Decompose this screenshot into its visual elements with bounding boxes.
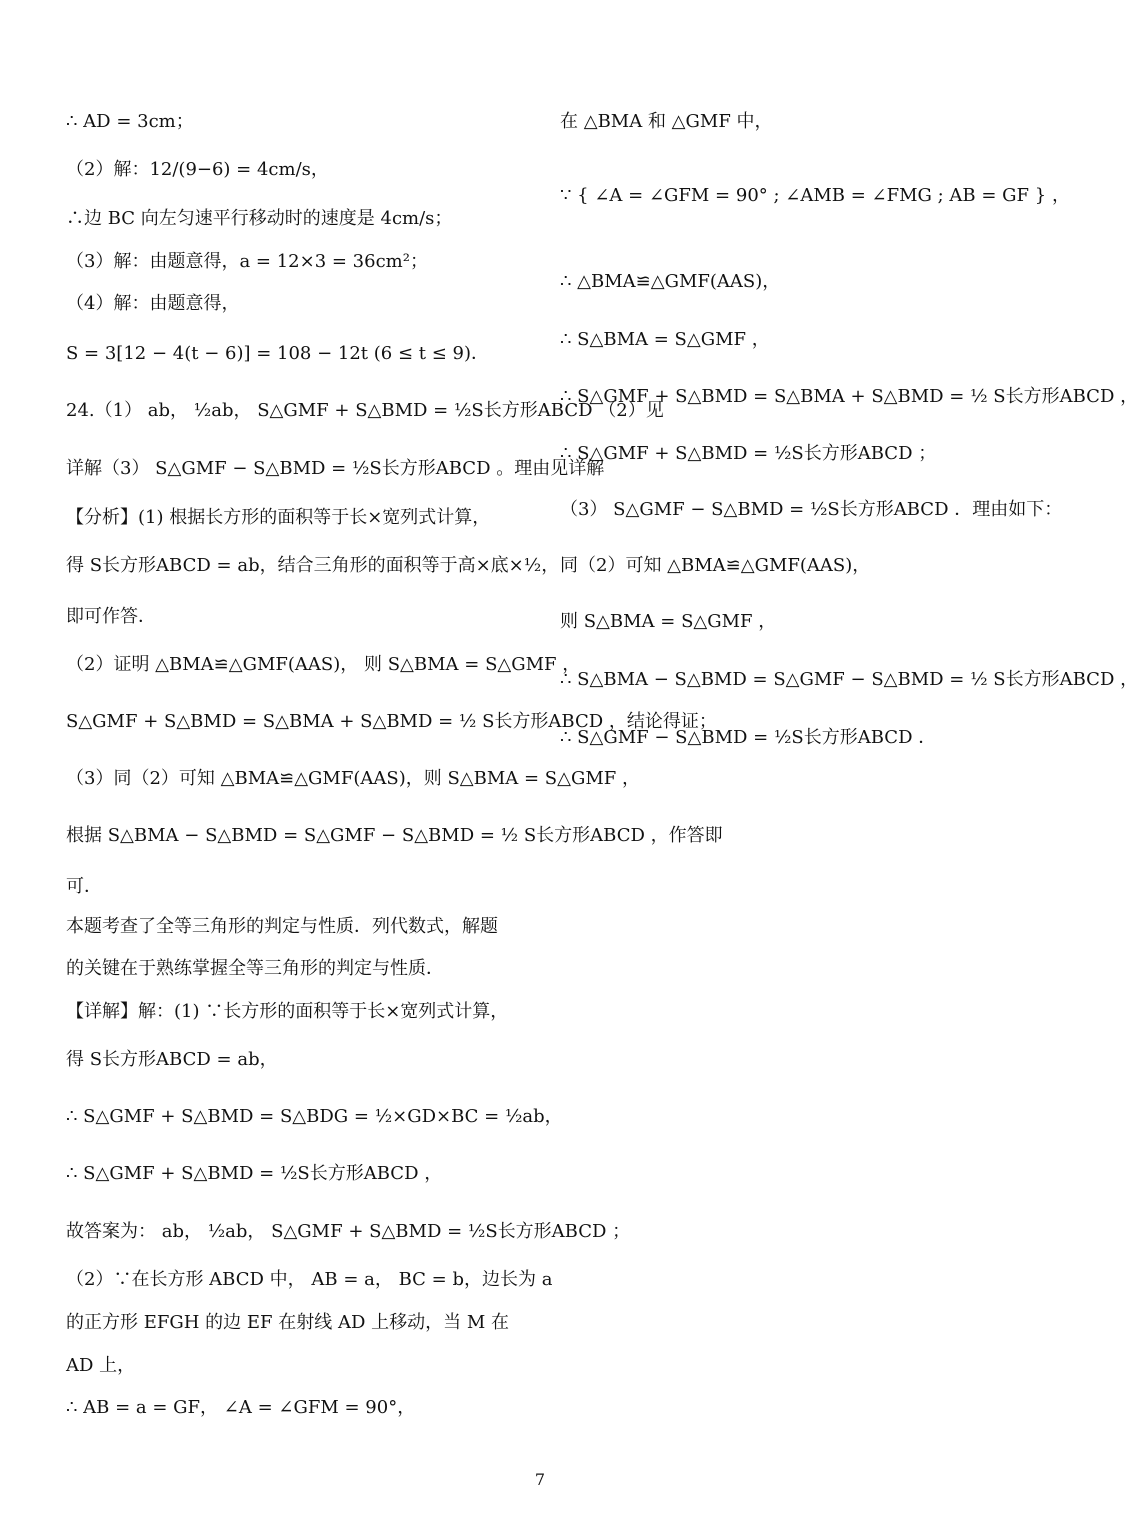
text-line: ∴ S△GMF + S△BMD = S△BDG = ½×GD×BC = ½ab， [66,1106,563,1127]
text-line: 则 S△BMA = S△GMF ， [560,611,777,632]
text-line: ∴ S△BMA − S△BMD = S△GMF − S△BMD = ½ S长方形ABCD ， [560,669,1138,690]
text-line: 【详解】解：(1) ∵长方形的面积等于长×宽列式计算， [66,1001,509,1022]
text-line: ∴ △BMA≌△GMF(AAS)， [560,271,781,292]
text-line: ∴ S△GMF + S△BMD = S△BMA + S△BMD = ½ S长方形ABCD ， [560,386,1138,407]
text-line: 可． [66,876,102,897]
text-line: ∴ S△BMA = S△GMF ， [560,329,770,350]
text-line: 在 △BMA 和 △GMF 中， [560,111,773,132]
text-line: ∴ S△GMF − S△BMD = ½S长方形ABCD ． [560,727,937,748]
text-line: ∴ S△GMF + S△BMD = ½S长方形ABCD ， [66,1163,443,1184]
text-line: S△GMF + S△BMD = S△BMA + S△BMD = ½ S长方形ABCD ，结论得证； [66,711,717,732]
text-line: （2）证明 △BMA≌△GMF(AAS)， 则 S△BMA = S△GMF ， [66,654,581,675]
text-line: 的正方形 EFGH 的边 EF 在射线 AD 上移动，当 M 在 [66,1312,509,1333]
page-number: 7 [534,1470,546,1489]
text-line: 本题考查了全等三角形的判定与性质．列代数式，解题 [66,916,498,937]
text-line: 的关键在于熟练掌握全等三角形的判定与性质． [66,958,444,979]
text-line: （2）解：12/(9−6) = 4cm/s， [66,159,329,180]
text-line: （3）解：由题意得，a = 12×3 = 36cm²； [66,251,428,272]
text-line: S = 3[12 − 4(t − 6)] = 108 − 12t (6 ≤ t ≤ 9)． [66,343,489,364]
text-line: 得 S长方形ABCD = ab，结合三角形的面积等于高×底×½， [66,555,560,576]
text-line: （3） S△GMF − S△BMD = ½S长方形ABCD ．理由如下： [560,499,1063,520]
text-line: 同（2）可知 △BMA≌△GMF(AAS)， [560,555,871,576]
text-line: （2）∵在长方形 ABCD 中， AB = a， BC = b，边长为 a [66,1269,553,1290]
system-of-equations: ∵ { ∠A = ∠GFM = 90° ; ∠AMB = ∠FMG ; AB = GF } ， [560,185,1070,206]
text-line: 即可作答． [66,606,156,627]
text-line: 得 S长方形ABCD = ab， [66,1049,278,1070]
text-line: 根据 S△BMA − S△BMD = S△GMF − S△BMD = ½ S长方形ABCD ，作答即 [66,825,723,846]
text-line: 故答案为： ab， ½ab， S△GMF + S△BMD = ½S长方形ABCD ； [66,1221,631,1242]
text-line: 详解（3） S△GMF − S△BMD = ½S长方形ABCD 。理由见详解 [66,458,605,479]
text-line: ∴ S△GMF + S△BMD = ½S长方形ABCD ； [560,443,937,464]
text-line: ∴边 BC 向左匀速平行移动时的速度是 4cm/s； [66,208,453,229]
text-line: ∴ AB = a = GF， ∠A = ∠GFM = 90°， [66,1397,416,1418]
text-line: 【分析】(1) 根据长方形的面积等于长×宽列式计算， [66,507,491,528]
text-line: 24.（1） ab， ½ab， S△GMF + S△BMD = ½S长方形ABCD （2）见 [66,400,664,421]
text-line: AD 上， [66,1355,136,1376]
text-line: （4）解：由题意得， [66,293,240,314]
text-line: ∴ AD = 3cm； [66,111,194,132]
text-line: （3）同（2）可知 △BMA≌△GMF(AAS)，则 S△BMA = S△GMF ， [66,768,640,789]
